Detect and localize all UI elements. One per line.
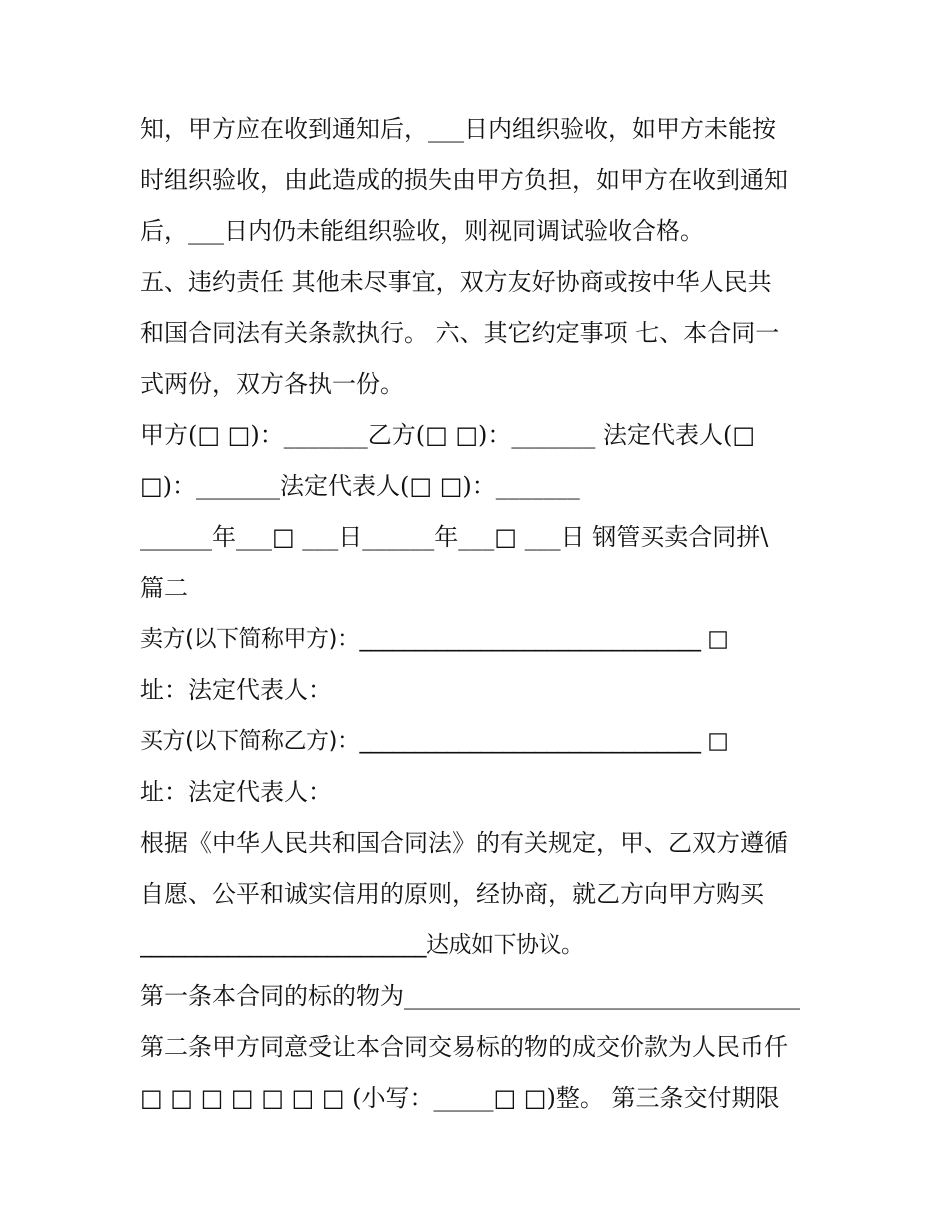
paragraph-line-6: 式两份，双方各执一份。 — [140, 370, 404, 398]
article-1-line: 第一条本合同的标的物为_________________________________ — [140, 982, 800, 1010]
paragraph-line-2: 时组织验收，由此造成的损失由甲方负担，如甲方在收到通知 — [140, 166, 788, 194]
seller-line: 卖方(以下简称甲方)：_______________________________ □ — [140, 626, 729, 652]
section-title: 篇二 — [140, 574, 188, 602]
buyer-address-line: 址：法定代表人： — [140, 778, 332, 806]
paragraph-line-8: 自愿、公平和诚实信用的原则，经协商，就乙方向甲方购买 — [140, 880, 764, 908]
seller-address-line: 址：法定代表人： — [140, 676, 332, 704]
paragraph-line-3: 后，___日内仍未能组织验收，则视同调试验收合格。 — [140, 217, 704, 245]
agreement-line: __________________________达成如下协议。 — [140, 932, 584, 958]
paragraph-line-7: 根据《中华人民共和国合同法》的有关规定，甲、乙双方遵循 — [140, 829, 788, 857]
paragraph-line-4: 五、违约责任 其他未尽事宜，双方友好协商或按中华人民共 — [140, 268, 772, 296]
article-2-amount-line: □ □ □ □ □ □ □ (小写：_____□ □)整。 第三条交付期限 — [140, 1084, 780, 1112]
signature-line-2: □)：_______法定代表人(□ □)：_______ — [140, 472, 580, 500]
signature-line-1: 甲方(□ □)：_______乙方(□ □)：_______ 法定代表人(□ — [140, 421, 756, 449]
paragraph-line-1: 知，甲方应在收到通知后，___日内组织验收，如甲方未能按 — [140, 115, 776, 143]
article-2-line: 第二条甲方同意受让本合同交易标的物的成交价款为人民币仟 — [140, 1033, 788, 1061]
date-line: ______年___□ ___日______年___□ ___日 钢管买卖合同拼\ — [140, 523, 769, 551]
buyer-line: 买方(以下简称乙方)：_______________________________ □ — [140, 728, 729, 754]
paragraph-line-5: 和国合同法有关条款执行。 六、其它约定事项 七、本合同一 — [140, 319, 780, 347]
document-body — [140, 108, 812, 1128]
